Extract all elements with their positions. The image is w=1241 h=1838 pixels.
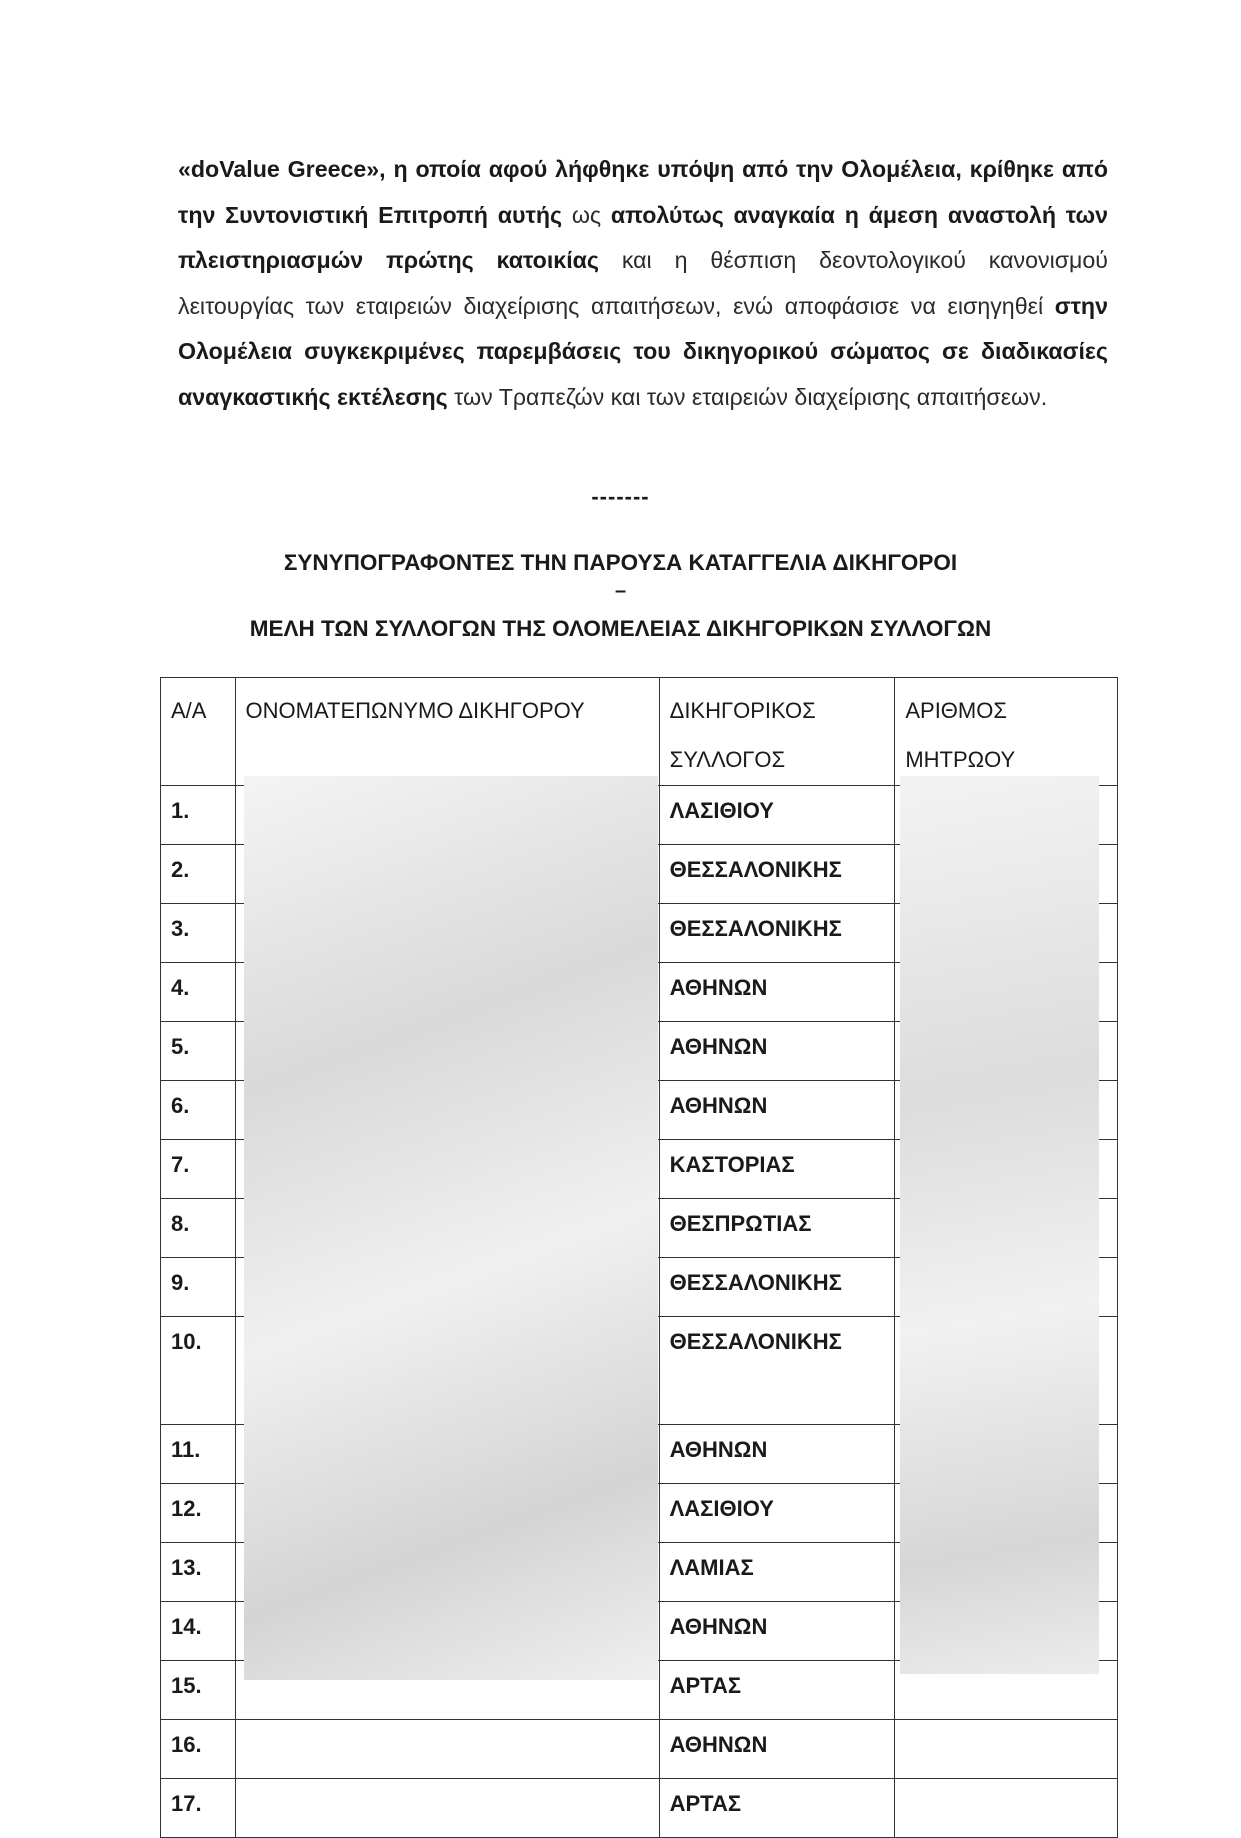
row-number: 13.: [161, 1543, 236, 1602]
row-bar-association: ΑΘΗΝΩΝ: [659, 1022, 895, 1081]
row-registry-number: [895, 1779, 1118, 1838]
row-number: 5.: [161, 1022, 236, 1081]
row-bar-association: ΑΘΗΝΩΝ: [659, 1425, 895, 1484]
paragraph-bold-2: απολύτως αναγκαία η άμεση αναστολή των πλειστηριασμών πρώτης κατοικίας: [178, 201, 1108, 273]
row-number: 6.: [161, 1081, 236, 1140]
row-number: 8.: [161, 1199, 236, 1258]
redacted-registry-block: [900, 776, 1099, 1674]
row-bar-association: ΑΡΤΑΣ: [659, 1779, 895, 1838]
row-number: 4.: [161, 963, 236, 1022]
row-number: 12.: [161, 1484, 236, 1543]
row-bar-association: ΑΡΤΑΣ: [659, 1661, 895, 1720]
paragraph-bold-3: στην Ολομέλεια συγκεκριμένες παρεμβάσεις του δικηγορικού σώματος σε διαδικασίες αναγκαστικής εκτέλεσης: [178, 292, 1108, 410]
header-number: Α/Α: [161, 678, 236, 786]
row-number: 14.: [161, 1602, 236, 1661]
redacted-names-block: [244, 776, 658, 1680]
table-row: [161, 1720, 1118, 1779]
header-reg-line-2: ΜΗΤΡΩΟΥ: [905, 747, 1016, 772]
section-separator: -------: [591, 484, 650, 509]
row-bar-association: ΛΑΣΙΘΙΟΥ: [659, 1484, 895, 1543]
row-bar-association: ΑΘΗΝΩΝ: [659, 1081, 895, 1140]
row-number: 15.: [161, 1661, 236, 1720]
row-bar-association: ΘΕΣΠΡΩΤΙΑΣ: [659, 1199, 895, 1258]
row-number: 7.: [161, 1140, 236, 1199]
row-number: 10.: [161, 1317, 236, 1425]
header-bar-line-1: ΔΙΚΗΓΟΡΙΚΟΣ: [669, 698, 816, 723]
table-row: [161, 1779, 1118, 1838]
header-bar-association: [659, 678, 895, 786]
row-bar-association: ΑΘΗΝΩΝ: [659, 963, 895, 1022]
paragraph-text-1: ως: [562, 201, 611, 228]
heading-dash: –: [614, 580, 627, 602]
header-bar-line-2: ΣΥΛΛΟΓΟΣ: [669, 747, 786, 772]
row-number: 11.: [161, 1425, 236, 1484]
row-number: 16.: [161, 1720, 236, 1779]
row-lawyer-name: [235, 1720, 659, 1779]
row-bar-association: ΑΘΗΝΩΝ: [659, 1602, 895, 1661]
paragraph-text-3: των Τραπεζών και των εταιρειών διαχείρισης απαιτήσεων.: [447, 383, 1048, 410]
row-number: 3.: [161, 904, 236, 963]
row-number: 9.: [161, 1258, 236, 1317]
header-registry-number: [895, 678, 1118, 786]
header-reg-line-1: ΑΡΙΘΜΟΣ: [905, 698, 1007, 723]
paragraph-text-2: και η θέσπιση δεοντολογικού κανονισμού λειτουργίας των εταιρειών διαχείρισης απαιτήσεων, ενώ αποφάσισε να εισηγηθεί: [178, 247, 1108, 319]
row-lawyer-name: [235, 1779, 659, 1838]
heading-line-1: ΣΥΝΥΠΟΓΡΑΦΟΝΤΕΣ ΤΗΝ ΠΑΡΟΥΣΑ ΚΑΤΑΓΓΕΛΙΑ ΔΙΚΗΓΟΡΟΙ: [283, 550, 958, 575]
row-bar-association: ΛΑΣΙΘΙΟΥ: [659, 786, 895, 845]
row-bar-association: ΘΕΣΣΑΛΟΝΙΚΗΣ: [659, 1317, 895, 1425]
row-bar-association: ΘΕΣΣΑΛΟΝΙΚΗΣ: [659, 845, 895, 904]
row-bar-association: ΑΘΗΝΩΝ: [659, 1720, 895, 1779]
row-bar-association: ΘΕΣΣΑΛΟΝΙΚΗΣ: [659, 904, 895, 963]
row-bar-association: ΛΑΜΙΑΣ: [659, 1543, 895, 1602]
row-bar-association: ΚΑΣΤΟΡΙΑΣ: [659, 1140, 895, 1199]
heading-line-2: ΜΕΛΗ ΤΩΝ ΣΥΛΛΟΓΩΝ ΤΗΣ ΟΛΟΜΕΛΕΙΑΣ ΔΙΚΗΓΟΡΙΚΩΝ ΣΥΛΛΟΓΩΝ: [249, 616, 992, 641]
row-number: 1.: [161, 786, 236, 845]
header-lawyer-name: ΟΝΟΜΑΤΕΠΩΝΥΜΟ ΔΙΚΗΓΟΡΟΥ: [235, 678, 659, 786]
row-number: 2.: [161, 845, 236, 904]
body-paragraph: [178, 147, 1108, 420]
table-header-row: [161, 678, 1118, 786]
row-bar-association: ΘΕΣΣΑΛΟΝΙΚΗΣ: [659, 1258, 895, 1317]
row-number: 17.: [161, 1779, 236, 1838]
row-registry-number: [895, 1720, 1118, 1779]
paragraph-bold-1: «doValue Greece», η οποία αφού λήφθηκε υπόψη από την Ολομέλεια, κρίθηκε από την Συντονιστική Επιτροπή αυτής: [178, 156, 1108, 228]
